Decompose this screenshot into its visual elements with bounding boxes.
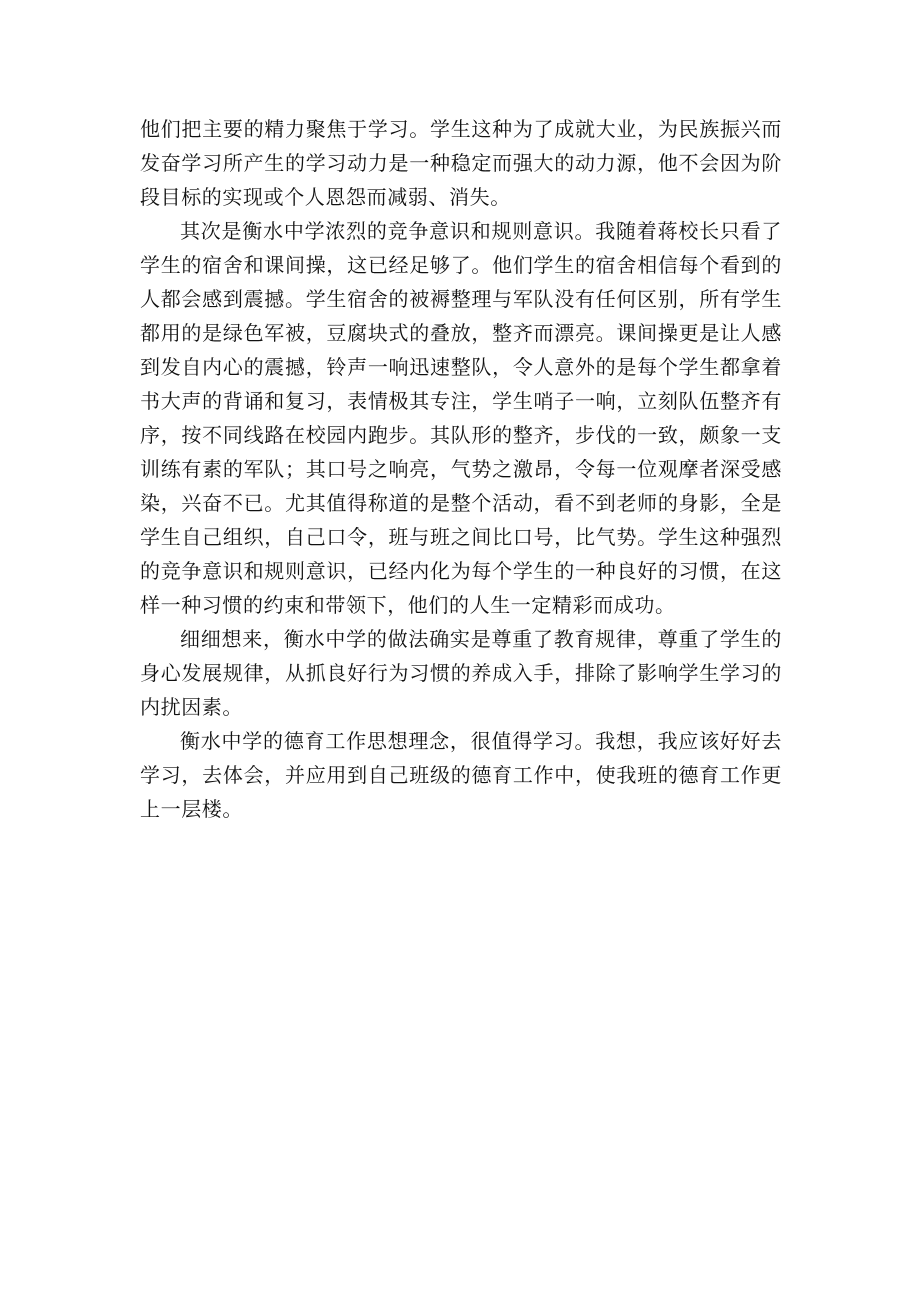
paragraph-2: 其次是衡水中学浓烈的竞争意识和规则意识。我随着蒋校长只看了学生的宿舍和课间操，这已经足够了。他们学生的宿舍相信每个看到的人都会感到震撼。学生宿舍的被褥整理与军队没有任何区别，所有学生都用的是绿色军被，豆腐块式的叠放，整齐而漂亮。课间操更是让人感到发自内心的震撼，铃声一响迅速整队，令人意外的是每个学生都拿着书大声的背诵和复习，表情极其专注，学生哨子一响，立刻队伍整齐有序，按不同线路在校园内跑步。其队形的整齐，步伐的一致，颇象一支训练有素的军队；其口号之响亮，气势之激昂，令每一位观摩者深受感染，兴奋不已。尤其值得称道的是整个活动，看不到老师的身影，全是学生自己组织，自己口令，班与班之间比口号，比气势。学生这种强烈的竞争意识和规则意识，已经内化为每个学生的一种良好的习惯，在这样一种习惯的约束和带领下，他们的人生一定精彩而成功。 (140, 219, 782, 617)
document-body (140, 112, 782, 826)
paragraph-3: 细细想来，衡水中学的做法确实是尊重了教育规律，尊重了学生的身心发展规律，从抓良好行为习惯的养成入手，排除了影响学生学习的内扰因素。 (140, 627, 782, 719)
paragraph-4: 衡水中学的德育工作思想理念，很值得学习。我想，我应该好好去学习，去体会，并应用到自己班级的德育工作中，使我班的德育工作更上一层楼。 (140, 729, 782, 821)
paragraph-1: 他们把主要的精力聚焦于学习。学生这种为了成就大业，为民族振兴而发奋学习所产生的学习动力是一种稳定而强大的动力源，他不会因为阶段目标的实现或个人恩怨而减弱、消失。 (140, 117, 782, 209)
